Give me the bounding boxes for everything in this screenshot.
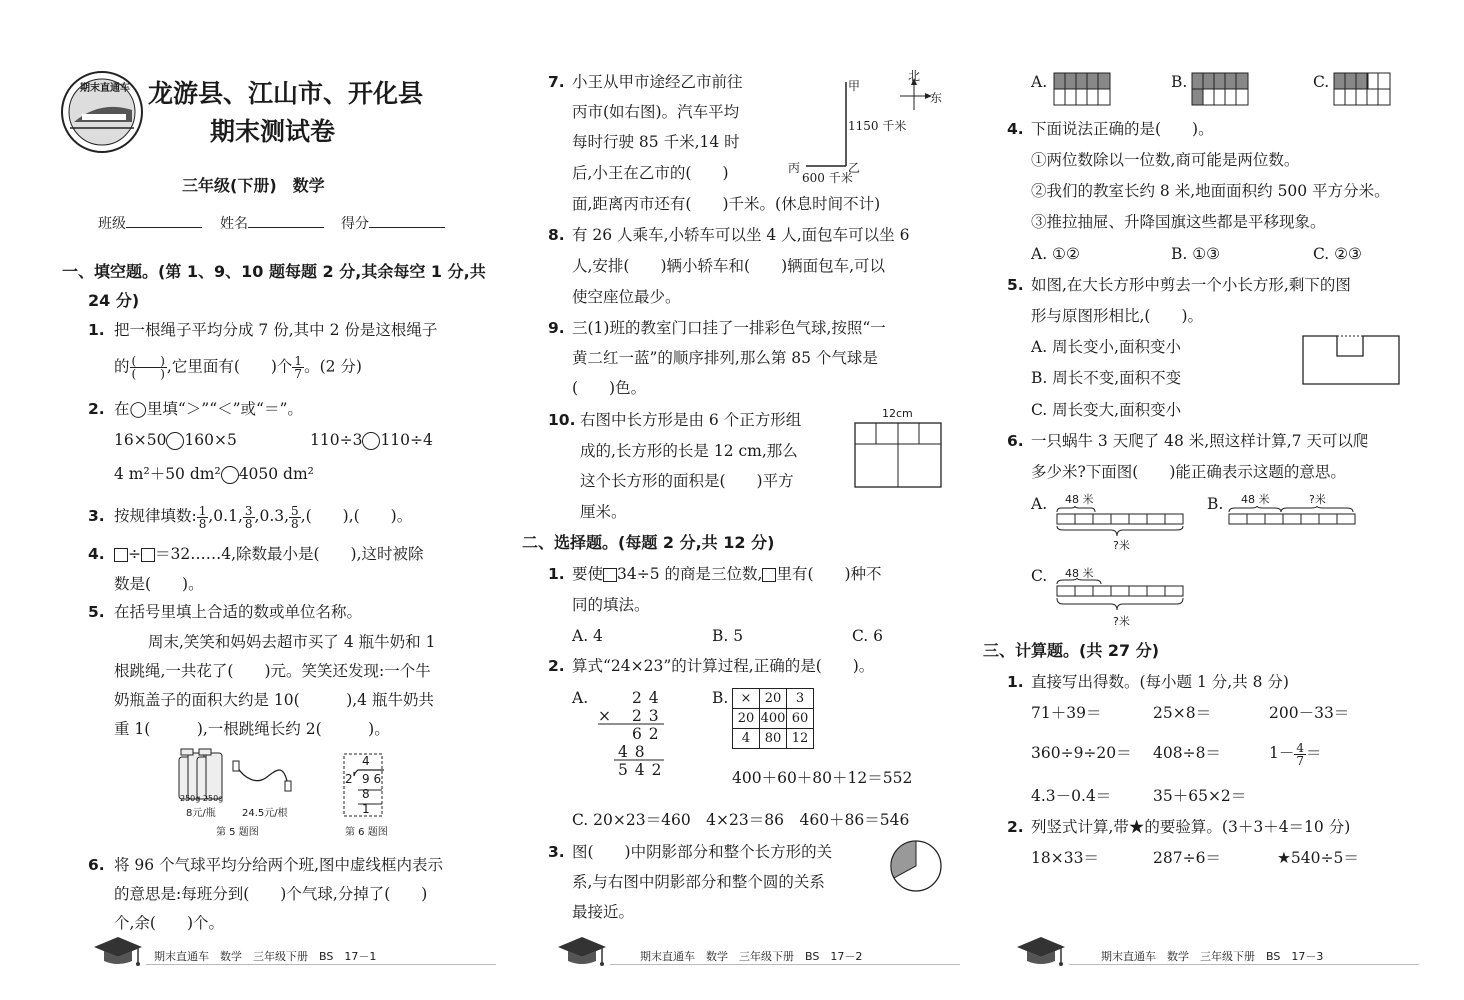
- s2q1-option-a: A. 4: [572, 627, 603, 645]
- c3q4-option-a: A. ①②: [1031, 245, 1080, 263]
- calc1-item: 4.3－0.4＝: [1031, 787, 1112, 805]
- grid-cell: 12: [787, 729, 814, 749]
- exam-title-line2: 期末测试卷: [210, 117, 336, 146]
- section3-heading: 三、计算题。(共 27 分): [983, 641, 1160, 660]
- q4-number: 4.: [88, 545, 105, 563]
- q8-line2: 人,安排( )辆小轿车和( )辆面包车,可以: [572, 257, 886, 275]
- q7-line3: 每时行驶 85 千米,14 时: [572, 133, 740, 151]
- q10-number: 10.: [548, 411, 576, 429]
- grid-cell: 80: [760, 729, 787, 749]
- grid-cell: 60: [787, 709, 814, 729]
- compass-north: 北: [908, 69, 921, 83]
- q2-compare-a: 16×50 160×5: [114, 431, 237, 449]
- q5-line2: 周末,笑笑和妈妈去超市买了 4 瓶牛奶和 1: [148, 633, 436, 651]
- c3q6-number: 6.: [1007, 432, 1024, 450]
- bar-c-label-question: ?米: [1113, 615, 1130, 628]
- q7-line2: 丙市(如右图)。汽车平均: [572, 103, 740, 121]
- c3q4-statement1: ①两位数除以一位数,商可能是两位数。: [1031, 151, 1300, 169]
- grid-cell: 4: [733, 729, 760, 749]
- q8-line1: 有 26 人乘车,小轿车可以坐 4 人,面包车可以坐 6: [572, 226, 910, 244]
- vertical-lines: [594, 722, 666, 762]
- q6-remainder: 1: [362, 802, 370, 816]
- option-c-label: C.: [1313, 73, 1330, 91]
- q7-line4: 后,小王在乙市的( ): [572, 164, 729, 182]
- vertical-row4: 4 8: [618, 743, 646, 761]
- s2q2-option-c: C. 20×23＝460 4×23＝86 460＋86＝546: [572, 811, 910, 829]
- compass-east: 东: [930, 91, 943, 105]
- footer-rule: [610, 964, 960, 965]
- c3q6-line2: 多少米?下面图( )能正确表示这题的意思。: [1031, 463, 1346, 481]
- bar-a-label-48: 48 米: [1065, 493, 1094, 506]
- bar-a-label-question: ?米: [1113, 539, 1130, 552]
- q5-line4: 奶瓶盖子的面积大约是 10( ),4 瓶牛奶共: [114, 691, 434, 709]
- calc1-item: 35＋65×2＝: [1153, 787, 1247, 805]
- map-distance-1150: 1150 千米: [848, 119, 907, 133]
- q6-figure-caption: 第 6 题图: [345, 827, 388, 838]
- q5-line3: 根跳绳,一共花了( )元。笑笑还发现:一个牛: [114, 662, 431, 680]
- map-city-jia: 甲: [848, 79, 861, 93]
- field-score: 得分: [341, 214, 445, 234]
- q10-line1: 右图中长方形是由 6 个正方形组: [580, 411, 802, 429]
- q7-line5: 面,距离丙市还有( )千米。(休息时间不计): [572, 195, 881, 213]
- field-name: 姓名: [220, 214, 324, 234]
- c3q4-option-c: C. ②③: [1313, 245, 1362, 263]
- bar-c-label-48: 48 米: [1065, 567, 1094, 580]
- s2q3-number: 3.: [548, 843, 565, 861]
- calc1-item: 71＋39＝: [1031, 704, 1102, 722]
- calc2-number: 2.: [1007, 818, 1024, 836]
- q6-dividend: 9 6: [362, 772, 382, 786]
- s2q2-grid-table: [732, 688, 814, 749]
- c3q6-bar-b: [1223, 506, 1359, 530]
- page-column-1: [60, 0, 490, 1000]
- s2q2-number: 2.: [548, 657, 565, 675]
- c3q4-statement3: ③推拉抽屉、升降国旗这些都是平移现象。: [1031, 213, 1326, 231]
- s2q2-line1: 算式“24×23”的计算过程,正确的是( )。: [572, 657, 875, 675]
- s2q2-option-b-label: B.: [712, 689, 729, 707]
- grid-cell: 20: [733, 709, 760, 729]
- s2q3-pie-figure: [888, 838, 944, 894]
- c3q4-number: 4.: [1007, 120, 1024, 138]
- c3q5-option-c: C. 周长变大,面积变小: [1031, 401, 1182, 419]
- option-b-bar: [1191, 72, 1251, 106]
- q9-line3: ( )色。: [572, 379, 647, 397]
- calc1-item: 408÷8＝: [1153, 744, 1221, 762]
- graduation-cap-icon: [1013, 935, 1069, 969]
- q10-line4: 厘米。: [580, 503, 627, 521]
- q5-line1: 在括号里填上合适的数或单位名称。: [114, 603, 363, 621]
- field-class: 班级: [98, 214, 202, 234]
- footer-rule: [146, 964, 496, 965]
- vertical-row5: 5 4 2: [618, 761, 663, 779]
- c3q6-option-a-label: A.: [1031, 495, 1048, 513]
- bar-b-label-question: ?米: [1309, 493, 1326, 506]
- calc2-item: 18×33＝: [1031, 849, 1099, 867]
- q5-rope-price: 24.5元/根: [242, 808, 288, 819]
- s2q3-line2: 系,与右图中阴影部分和整个圆的关系: [572, 873, 825, 891]
- c3q6-line1: 一只蜗牛 3 天爬了 48 米,照这样计算,7 天可以爬: [1031, 432, 1369, 450]
- c3q4-line1: 下面说法正确的是( )。: [1031, 120, 1214, 138]
- q1-number: 1.: [88, 321, 105, 339]
- vertical-row1: 2 4: [632, 689, 660, 707]
- exam-subtitle: 三年级(下册) 数学: [182, 176, 325, 195]
- compare-circle: [221, 466, 239, 484]
- q5-figure-caption: 第 5 题图: [216, 827, 259, 838]
- logo-text: 期末直通车: [80, 83, 130, 94]
- s2q3-line3: 最接近。: [572, 903, 635, 921]
- graduation-cap-icon: [554, 935, 610, 969]
- c3q5-cut-rectangle-figure: [1301, 334, 1403, 388]
- c3q5-line1: 如图,在大长方形中剪去一个小长方形,剩下的图: [1031, 276, 1351, 294]
- c3q5-option-b: B. 周长不变,面积不变: [1031, 369, 1182, 387]
- bar-b-label-48: 48 米: [1241, 493, 1270, 506]
- s2q3-line1: 图( )中阴影部分和整个长方形的关: [572, 843, 833, 861]
- q9-line2: 黄二红一蓝”的顺序排列,那么第 85 个气球是: [572, 349, 878, 367]
- q10-line3: 这个长方形的面积是( )平方: [580, 472, 794, 490]
- s2q1-option-b: B. 5: [712, 627, 744, 645]
- page-footer-3: 期末直通车 数学 三年级下册 BS 17－3: [1101, 950, 1324, 963]
- q4-line1: ÷ ＝32……4,除数最小是( ),这时被除: [114, 544, 424, 564]
- q7-number: 7.: [548, 73, 565, 91]
- q6-product: 8: [362, 787, 370, 801]
- q6-division-figure: [340, 752, 400, 820]
- q10-line2: 成的,长方形的长是 12 cm,那么: [580, 442, 798, 460]
- q6-line3: 个,余( )个。: [114, 914, 225, 932]
- calc1-line1: 直接写出得数。(每小题 1 分,共 8 分): [1031, 673, 1289, 691]
- map-city-bing: 丙: [788, 161, 801, 175]
- section1-heading-cont: 24 分): [88, 291, 140, 310]
- q9-number: 9.: [548, 319, 565, 337]
- c3q6-option-c-label: C.: [1031, 567, 1048, 585]
- exam-title-line1: 龙游县、江山市、开化县: [148, 79, 424, 108]
- q10-squares-figure: [854, 422, 944, 490]
- grid-cell: 400: [760, 709, 787, 729]
- c3q6-bar-c: [1051, 578, 1187, 614]
- option-c-bar: [1333, 72, 1393, 106]
- calc2-item: 287÷6＝: [1153, 849, 1221, 867]
- q5-milk-price: 8元/瓶: [186, 808, 216, 819]
- q5-number: 5.: [88, 603, 105, 621]
- q2-number: 2.: [88, 400, 105, 418]
- grid-cell: ×: [733, 689, 760, 709]
- calc2-item-star: ★540÷5＝: [1277, 849, 1359, 867]
- grid-cell: 20: [760, 689, 787, 709]
- q6-number: 6.: [88, 856, 105, 874]
- option-a-label: A.: [1031, 73, 1048, 91]
- q1-line2: 的 $\frac{( )}{( )}$ ,它里面有( )个 $\frac{1}{7}$ 。(2 分): [114, 354, 362, 381]
- q2-compare-c: 4 m²＋50 dm² 4050 dm²: [114, 465, 314, 483]
- section1-heading: 一、填空题。(第 1、9、10 题每题 2 分,其余每空 1 分,共: [62, 262, 486, 281]
- compare-circle: [166, 432, 184, 450]
- calc1-number: 1.: [1007, 673, 1024, 691]
- compare-circle: [362, 432, 380, 450]
- graduation-cap-icon: [90, 935, 146, 969]
- calc1-item: 200－33＝: [1269, 704, 1350, 722]
- footer-rule: [1069, 964, 1419, 965]
- q3-number: 3.: [88, 507, 105, 525]
- vertical-times: ×: [598, 707, 611, 725]
- s2q1-number: 1.: [548, 565, 565, 583]
- vertical-row2: 2 3: [632, 707, 660, 725]
- s2q2-option-a-label: A.: [572, 689, 589, 707]
- s2q1-option-c: C. 6: [852, 627, 884, 645]
- q1-blank-fraction: $\frac{( )}{( )}$: [131, 354, 165, 381]
- s2q1-line1: 要使 34÷5 的商是三位数, 里有( )种不: [572, 565, 882, 583]
- q6-quotient: 4: [362, 754, 370, 768]
- c3q6-option-b-label: B.: [1207, 495, 1224, 513]
- q1-line1: 把一根绳子平均分成 7 份,其中 2 份是这根绳子: [114, 321, 438, 339]
- calc1-item: 25×8＝: [1153, 704, 1212, 722]
- s2q1-line2: 同的填法。: [572, 596, 650, 614]
- page-column-3: [983, 0, 1413, 1000]
- q3-sequence: 按规律填数: $\frac{1}{8}$ ,0.1, $\frac{3}{8}$ ,0.3, $\frac{5}{8}$ ,( ),( )。: [114, 503, 413, 531]
- c3q4-option-b: B. ①③: [1171, 245, 1221, 263]
- calc1-item: 360÷9÷20＝: [1031, 744, 1132, 762]
- q8-line3: 使空座位最少。: [572, 288, 681, 306]
- q6-line1: 将 96 个气球平均分给两个班,图中虚线框内表示: [114, 856, 444, 874]
- q5-bottle-label: 250g 250g: [180, 794, 224, 803]
- q10-length-label: 12cm: [882, 407, 913, 420]
- q9-line1: 三(1)班的教室门口挂了一排彩色气球,按照“一: [572, 319, 886, 337]
- map-distance-600: 600 千米: [802, 171, 853, 185]
- q2-compare-b: 110÷3 110÷4: [310, 431, 433, 449]
- q7-line1: 小王从甲市途经乙市前往: [572, 73, 743, 91]
- q1-fraction: $\frac{1}{7}$: [294, 354, 303, 381]
- map-city-yi: 乙: [848, 161, 861, 175]
- q6-line2: 的意思是:每班分到( )个气球,分掉了( ): [114, 885, 428, 903]
- calc1-item-fraction: 1－ $\frac{4}{7}$ ＝: [1269, 740, 1322, 768]
- c3q5-line2: 形与原图形相比,( )。: [1031, 307, 1204, 325]
- q2-line1: 在◯里填“＞”“＜”或“＝”。: [114, 400, 303, 418]
- vertical-row3: 6 2: [632, 725, 660, 743]
- page-footer-1: 期末直通车 数学 三年级下册 BS 17－1: [154, 950, 377, 963]
- c3q5-option-a: A. 周长变小,面积变小: [1031, 338, 1181, 356]
- c3q4-statement2: ②我们的教室长约 8 米,地面面积约 500 平方分米。: [1031, 182, 1390, 200]
- q5-line5: 重 1( ),一根跳绳长约 2( )。: [114, 720, 390, 738]
- s2q2-grid-sum: 400＋60＋80＋12＝552: [732, 769, 913, 787]
- q4-line2: 数是( )。: [114, 575, 204, 593]
- option-b-label: B.: [1171, 73, 1188, 91]
- option-a-bar: [1053, 72, 1113, 106]
- grid-cell: 3: [787, 689, 814, 709]
- q8-number: 8.: [548, 226, 565, 244]
- section2-heading: 二、选择题。(每题 2 分,共 12 分): [522, 533, 775, 552]
- c3q6-bar-a: [1051, 506, 1187, 540]
- c3q5-number: 5.: [1007, 276, 1024, 294]
- q6-divisor: 2: [345, 772, 353, 786]
- page-column-2: [520, 0, 950, 1000]
- calc2-line1: 列竖式计算,带★的要验算。(3＋3＋4＝10 分): [1031, 818, 1351, 836]
- page-footer-2: 期末直通车 数学 三年级下册 BS 17－2: [640, 950, 863, 963]
